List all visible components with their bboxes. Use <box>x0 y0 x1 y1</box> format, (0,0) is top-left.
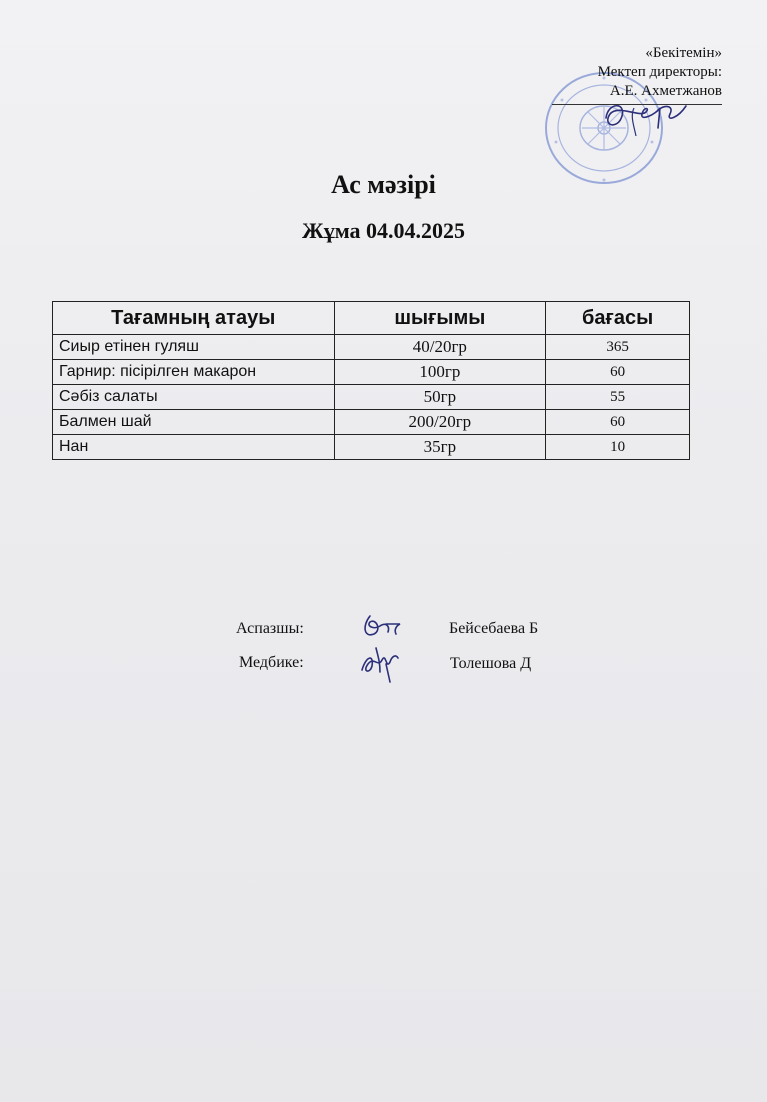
nurse-name: Толешова Д <box>450 655 532 672</box>
approval-position: Мектеп директоры: <box>597 64 722 80</box>
dish-yield: 100гр <box>334 360 546 385</box>
header-yield: шығымы <box>334 302 546 335</box>
table-row <box>53 335 690 360</box>
dish-yield: 35гр <box>334 435 546 460</box>
table-row <box>53 385 690 410</box>
dish-price: 60 <box>546 410 690 435</box>
page-date: Жұма 04.04.2025 <box>301 218 466 243</box>
table-row <box>53 360 690 385</box>
nurse-signature <box>356 642 404 686</box>
menu-table <box>52 301 690 460</box>
director-signature <box>600 96 690 140</box>
approval-name: А.Е. Ахметжанов <box>609 83 722 99</box>
nurse-label: Медбике: <box>239 654 304 671</box>
dish-yield: 200/20гр <box>334 410 546 435</box>
dish-price: 55 <box>546 385 690 410</box>
dish-yield: 40/20гр <box>334 335 546 360</box>
dish-price: 365 <box>546 335 690 360</box>
header-dish-name: Тағамның атауы <box>53 302 335 335</box>
dish-price: 10 <box>546 435 690 460</box>
cook-signature <box>360 612 404 642</box>
header-price: бағасы <box>546 302 690 335</box>
dish-price: 60 <box>546 360 690 385</box>
dish-name: Сәбіз салаты <box>53 385 335 410</box>
dish-name: Балмен шай <box>53 410 335 435</box>
approval-heading: «Бекітемін» <box>645 45 722 61</box>
table-header-row <box>53 302 690 335</box>
dish-name: Нан <box>53 435 335 460</box>
cook-name: Бейсебаева Б <box>449 620 539 637</box>
table-row <box>53 435 690 460</box>
dish-yield: 50гр <box>334 385 546 410</box>
table-row <box>53 410 690 435</box>
cook-label: Аспазшы: <box>236 620 304 637</box>
page-title: Ас мәзірі <box>331 170 436 199</box>
dish-name: Гарнир: пісірілген макарон <box>53 360 335 385</box>
dish-name: Сиыр етінен гуляш <box>53 335 335 360</box>
